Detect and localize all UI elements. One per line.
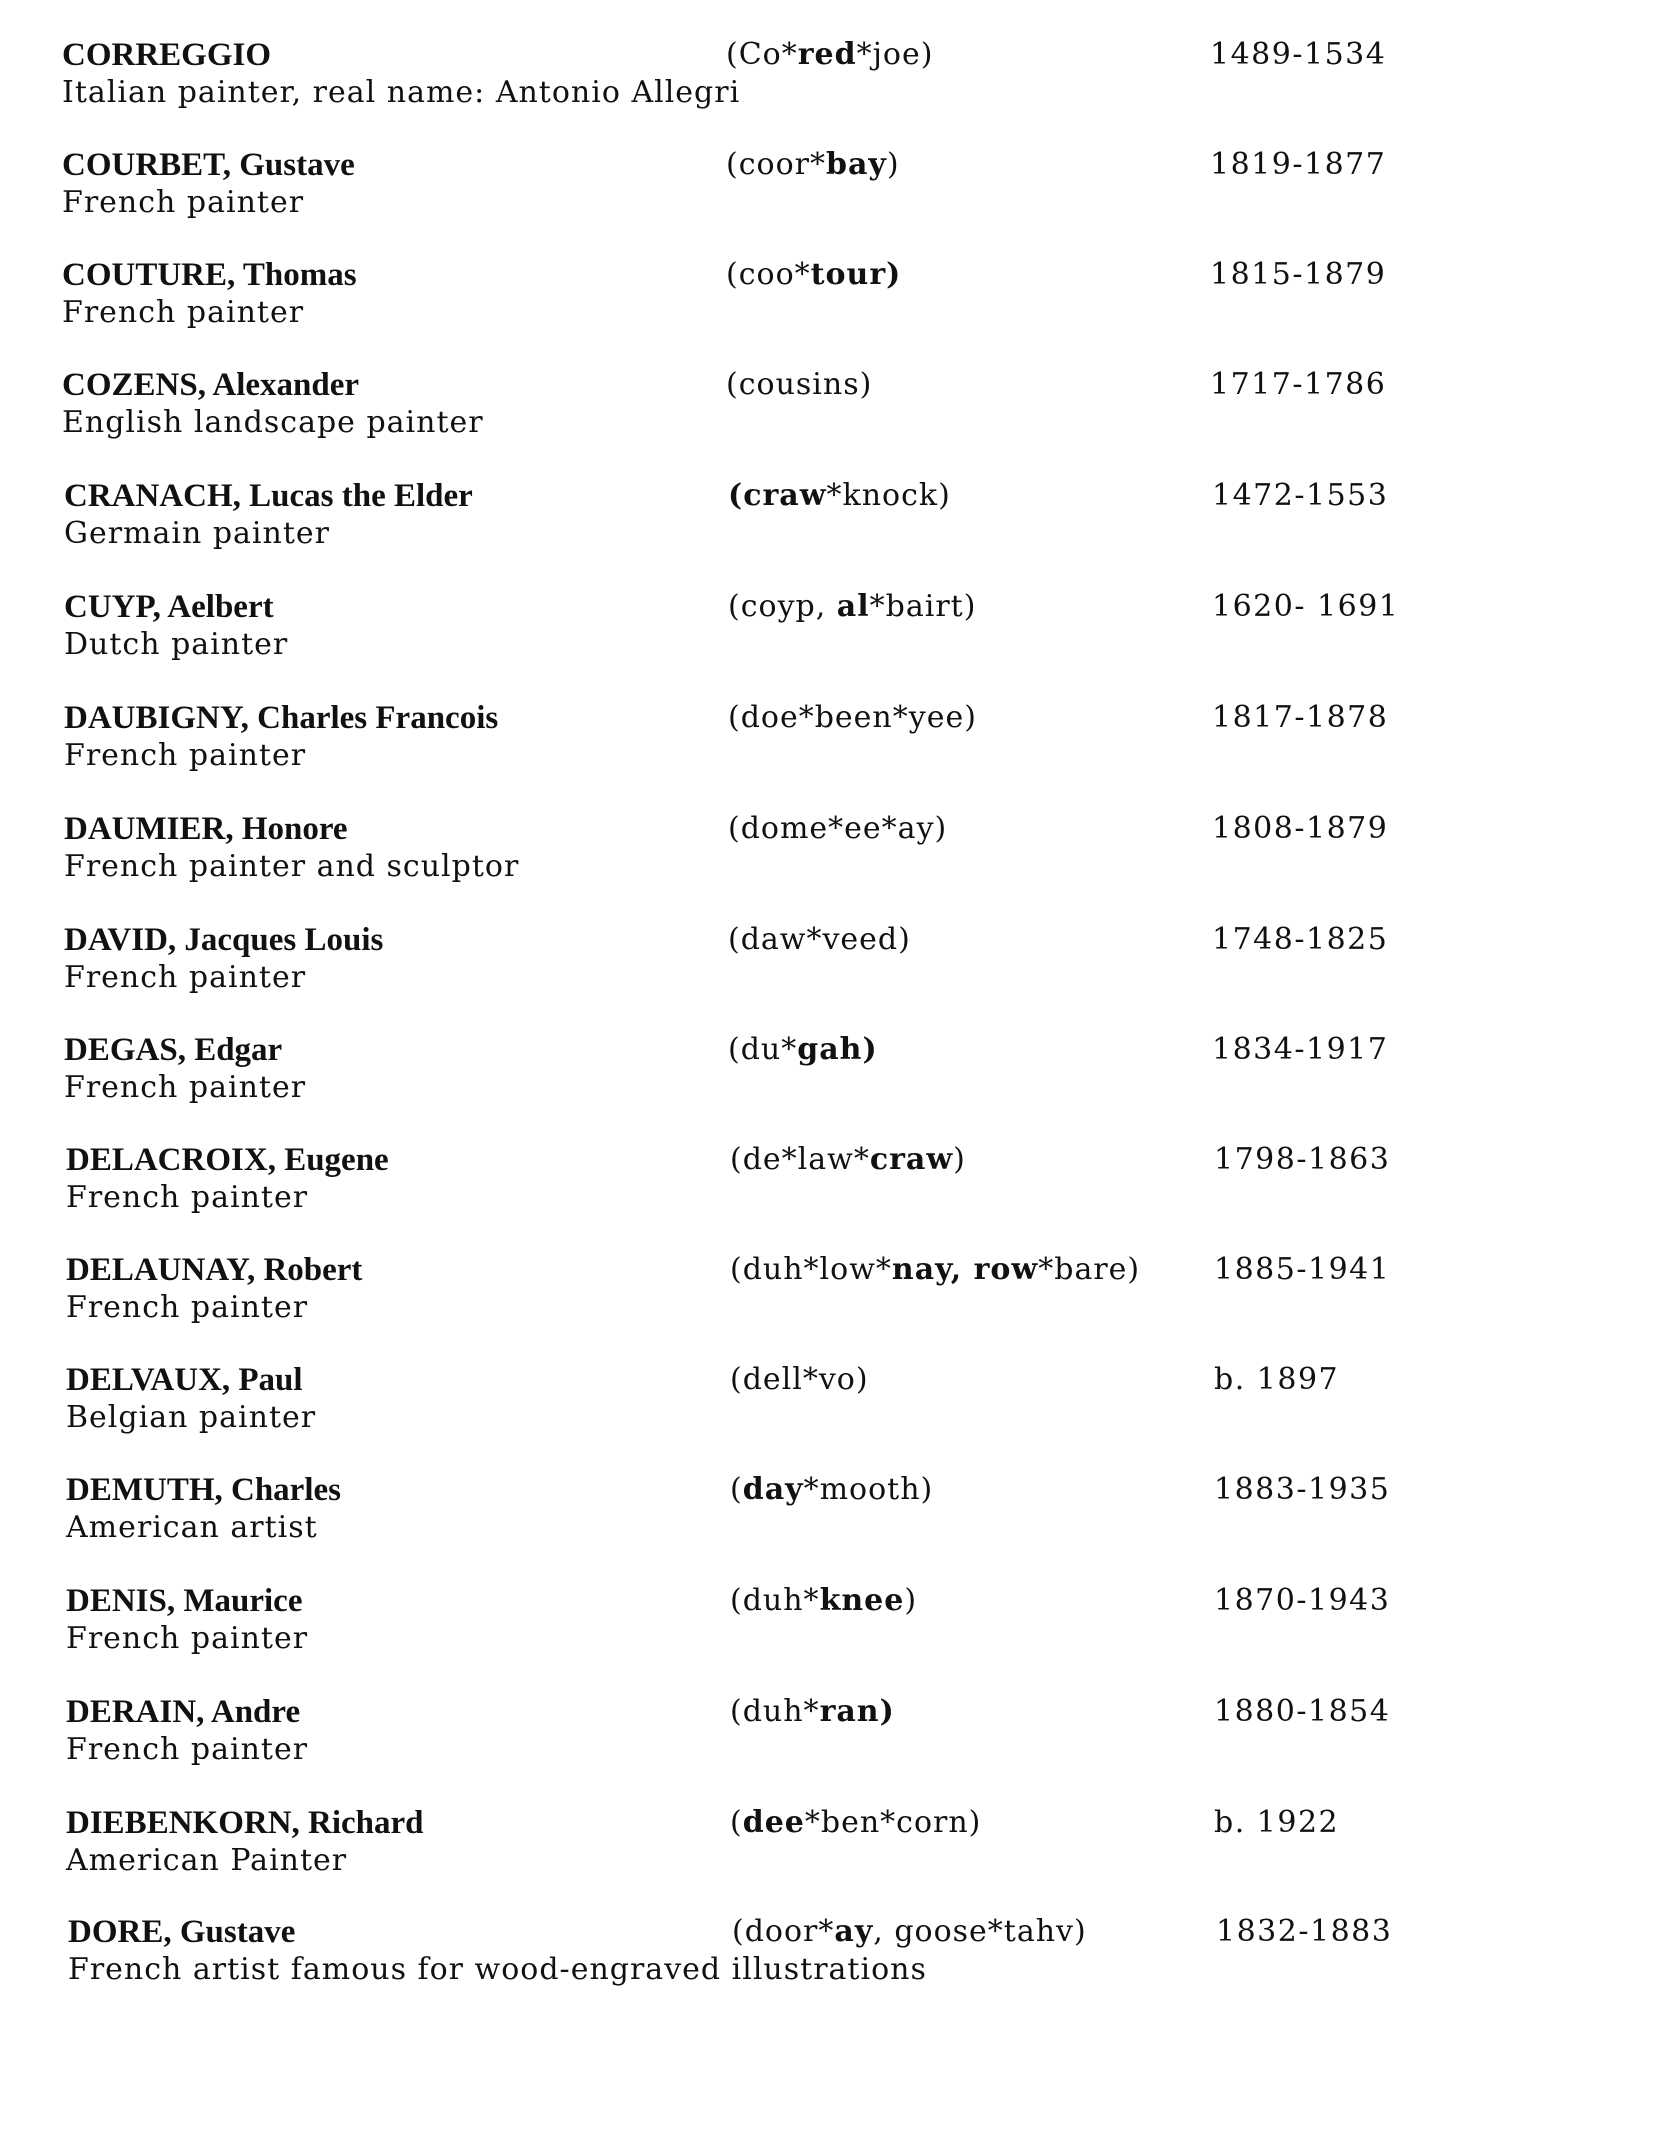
- artist-name: DEMUTH, Charles: [66, 1472, 341, 1508]
- artist-name: DORE, Gustave: [68, 1914, 296, 1950]
- pronunciation-segment: (coor*: [726, 147, 826, 182]
- artist-pronunciation: [730, 1251, 1140, 1289]
- artist-entry: [66, 1471, 1626, 1571]
- artist-description: French painter: [66, 1290, 309, 1325]
- artist-entry: [68, 1913, 1628, 2013]
- artist-entry: [64, 810, 1624, 910]
- pronunciation-stressed: nay, row: [891, 1252, 1039, 1287]
- artist-description: French painter: [66, 1180, 309, 1215]
- artist-description: Italian painter, real name: Antonio Allegri: [62, 75, 741, 110]
- pronunciation-stressed: red: [797, 37, 857, 72]
- artist-entry: [64, 588, 1624, 688]
- pronunciation-stressed: craw: [869, 1142, 954, 1177]
- pronunciation-stressed: gah): [797, 1032, 878, 1067]
- artist-description: American artist: [66, 1510, 318, 1545]
- artist-entry: [66, 1141, 1626, 1241]
- pronunciation-segment: *mooth): [803, 1472, 934, 1507]
- artist-dates: 1815-1879: [1210, 257, 1387, 292]
- artist-entry: [66, 1361, 1626, 1461]
- artist-description: Dutch painter: [64, 627, 289, 662]
- artist-description: French painter: [66, 1621, 309, 1656]
- artist-entry: [62, 146, 1622, 246]
- artist-pronunciation: [730, 1693, 895, 1731]
- artist-name: DELACROIX, Eugene: [66, 1142, 389, 1178]
- pronunciation-segment: (door*: [732, 1914, 835, 1949]
- artist-name: CRANACH, Lucas the Elder: [64, 478, 473, 514]
- artist-pronunciation: [730, 1361, 869, 1399]
- artist-name: DELVAUX, Paul: [66, 1362, 303, 1398]
- artist-description: French painter and sculptor: [64, 849, 520, 884]
- artist-pronunciation: [728, 1031, 878, 1069]
- artist-dates: 1748-1825: [1212, 922, 1389, 957]
- artist-pronunciation: [726, 146, 900, 184]
- pronunciation-segment: ): [953, 1142, 966, 1177]
- pronunciation-stressed: tour): [810, 257, 902, 292]
- pronunciation-segment: ): [886, 147, 900, 182]
- artist-dates: 1885-1941: [1214, 1252, 1391, 1287]
- artist-name: DAUBIGNY, Charles Francois: [64, 700, 499, 736]
- artist-pronunciation: [730, 1582, 917, 1620]
- artist-pronunciation: [730, 1804, 981, 1842]
- artist-entry: [66, 1804, 1626, 1904]
- artist-dates: 1880-1854: [1214, 1694, 1391, 1729]
- pronunciation-segment: *knock): [826, 478, 951, 513]
- pronunciation-segment: (daw*veed): [728, 922, 911, 957]
- artist-entry: [66, 1693, 1626, 1793]
- pronunciation-segment: *ben*corn): [804, 1805, 982, 1840]
- artist-name: CORREGGIO: [62, 37, 272, 73]
- pronunciation-segment: *bairt): [869, 589, 977, 624]
- artist-name: DEGAS, Edgar: [64, 1032, 283, 1068]
- artist-dates: 1819-1877: [1210, 147, 1387, 182]
- pronunciation-segment: (: [730, 1805, 743, 1840]
- pronunciation-segment: , goose*tahv): [873, 1914, 1087, 1949]
- artist-dates: 1472-1553: [1212, 478, 1389, 513]
- pronunciation-segment: (dome*ee*ay): [728, 811, 948, 846]
- artist-pronunciation: [726, 366, 872, 404]
- artist-name: DENIS, Maurice: [66, 1583, 303, 1619]
- pronunciation-segment: (duh*: [730, 1694, 820, 1729]
- artist-description: French artist famous for wood-engraved illustrations: [68, 1952, 927, 1987]
- artist-dates: 1817-1878: [1212, 700, 1389, 735]
- artist-description: French painter: [64, 1070, 307, 1105]
- artist-description: French painter: [64, 738, 307, 773]
- artist-description: French painter: [62, 295, 305, 330]
- artist-description: English landscape painter: [62, 405, 484, 440]
- pronunciation-stressed: bay: [825, 147, 887, 182]
- pronunciation-segment: (: [730, 1472, 743, 1507]
- artist-description: French painter: [62, 185, 305, 220]
- pronunciation-segment: (dell*vo): [730, 1362, 869, 1397]
- pronunciation-segment: (Co*: [726, 37, 798, 72]
- pronunciation-stressed: knee: [819, 1583, 905, 1618]
- pronunciation-segment: *bare): [1038, 1252, 1141, 1287]
- artist-pronunciation: [730, 1471, 933, 1509]
- pronunciation-segment: ): [904, 1583, 918, 1618]
- artist-pronunciation: [728, 921, 911, 959]
- artist-name: DAUMIER, Honore: [64, 811, 348, 847]
- artist-dates: b. 1922: [1214, 1805, 1340, 1840]
- artist-name: COURBET, Gustave: [62, 147, 355, 183]
- artist-dates: 1808-1879: [1212, 811, 1389, 846]
- artist-entry: [64, 1031, 1624, 1131]
- pronunciation-segment: *joe): [856, 37, 934, 72]
- pronunciation-stressed: day: [742, 1472, 804, 1507]
- artist-name: DELAUNAY, Robert: [66, 1252, 363, 1288]
- pronunciation-stressed: ay: [834, 1914, 874, 1949]
- artist-dates: 1834-1917: [1212, 1032, 1389, 1067]
- pronunciation-stressed: al: [836, 589, 870, 624]
- artist-dates: 1489-1534: [1210, 37, 1387, 72]
- artist-dates: 1717-1786: [1210, 367, 1387, 402]
- artist-dates: 1620- 1691: [1212, 589, 1400, 624]
- artist-pronunciation: [730, 1141, 966, 1179]
- artist-entry: [66, 1251, 1626, 1351]
- pronunciation-segment: (cousins): [726, 367, 873, 402]
- artist-description: American Painter: [66, 1843, 348, 1878]
- pronunciation-segment: (duh*: [730, 1583, 820, 1618]
- artist-entry: [62, 366, 1622, 466]
- artist-dates: 1870-1943: [1214, 1583, 1391, 1618]
- artist-pronunciation: [726, 36, 933, 74]
- artist-pronunciation: [728, 699, 977, 737]
- artist-pronunciation: [732, 1913, 1087, 1951]
- pronunciation-segment: (de*law*: [730, 1142, 870, 1177]
- artist-description: Belgian painter: [66, 1400, 317, 1435]
- artist-name: COZENS, Alexander: [62, 367, 360, 403]
- artist-entry: [62, 36, 1622, 136]
- artist-entry: [66, 1582, 1626, 1682]
- pronunciation-stressed: (craw: [728, 478, 827, 513]
- artist-pronunciation: [728, 477, 951, 515]
- artist-entry: [64, 921, 1624, 1021]
- artist-pronunciation: [726, 256, 901, 294]
- artist-pronunciation: [728, 588, 976, 626]
- artist-description: French painter: [64, 960, 307, 995]
- pronunciation-segment: (duh*low*: [730, 1252, 892, 1287]
- artist-dates: 1883-1935: [1214, 1472, 1391, 1507]
- artist-dates: 1798-1863: [1214, 1142, 1391, 1177]
- artist-description: French painter: [66, 1732, 309, 1767]
- artist-name: DAVID, Jacques Louis: [64, 922, 384, 958]
- pronunciation-stressed: dee: [742, 1805, 805, 1840]
- pronunciation-segment: (doe*been*yee): [728, 700, 977, 735]
- artist-name: CUYP, Aelbert: [64, 589, 274, 625]
- artist-name: DERAIN, Andre: [66, 1694, 301, 1730]
- pronunciation-segment: (du*: [728, 1032, 798, 1067]
- artist-description: Germain painter: [64, 516, 331, 551]
- artist-entry: [62, 256, 1622, 356]
- artist-dates: 1832-1883: [1216, 1914, 1393, 1949]
- artist-name: DIEBENKORN, Richard: [66, 1805, 424, 1841]
- artist-pronunciation: [728, 810, 947, 848]
- artist-dates: b. 1897: [1214, 1362, 1340, 1397]
- artist-name: COUTURE, Thomas: [62, 257, 357, 293]
- pronunciation-stressed: ran): [819, 1694, 895, 1729]
- artist-entry: [64, 699, 1624, 799]
- pronunciation-segment: (coyp,: [728, 589, 837, 624]
- artist-entry: [64, 477, 1624, 577]
- pronunciation-segment: (coo*: [726, 257, 811, 292]
